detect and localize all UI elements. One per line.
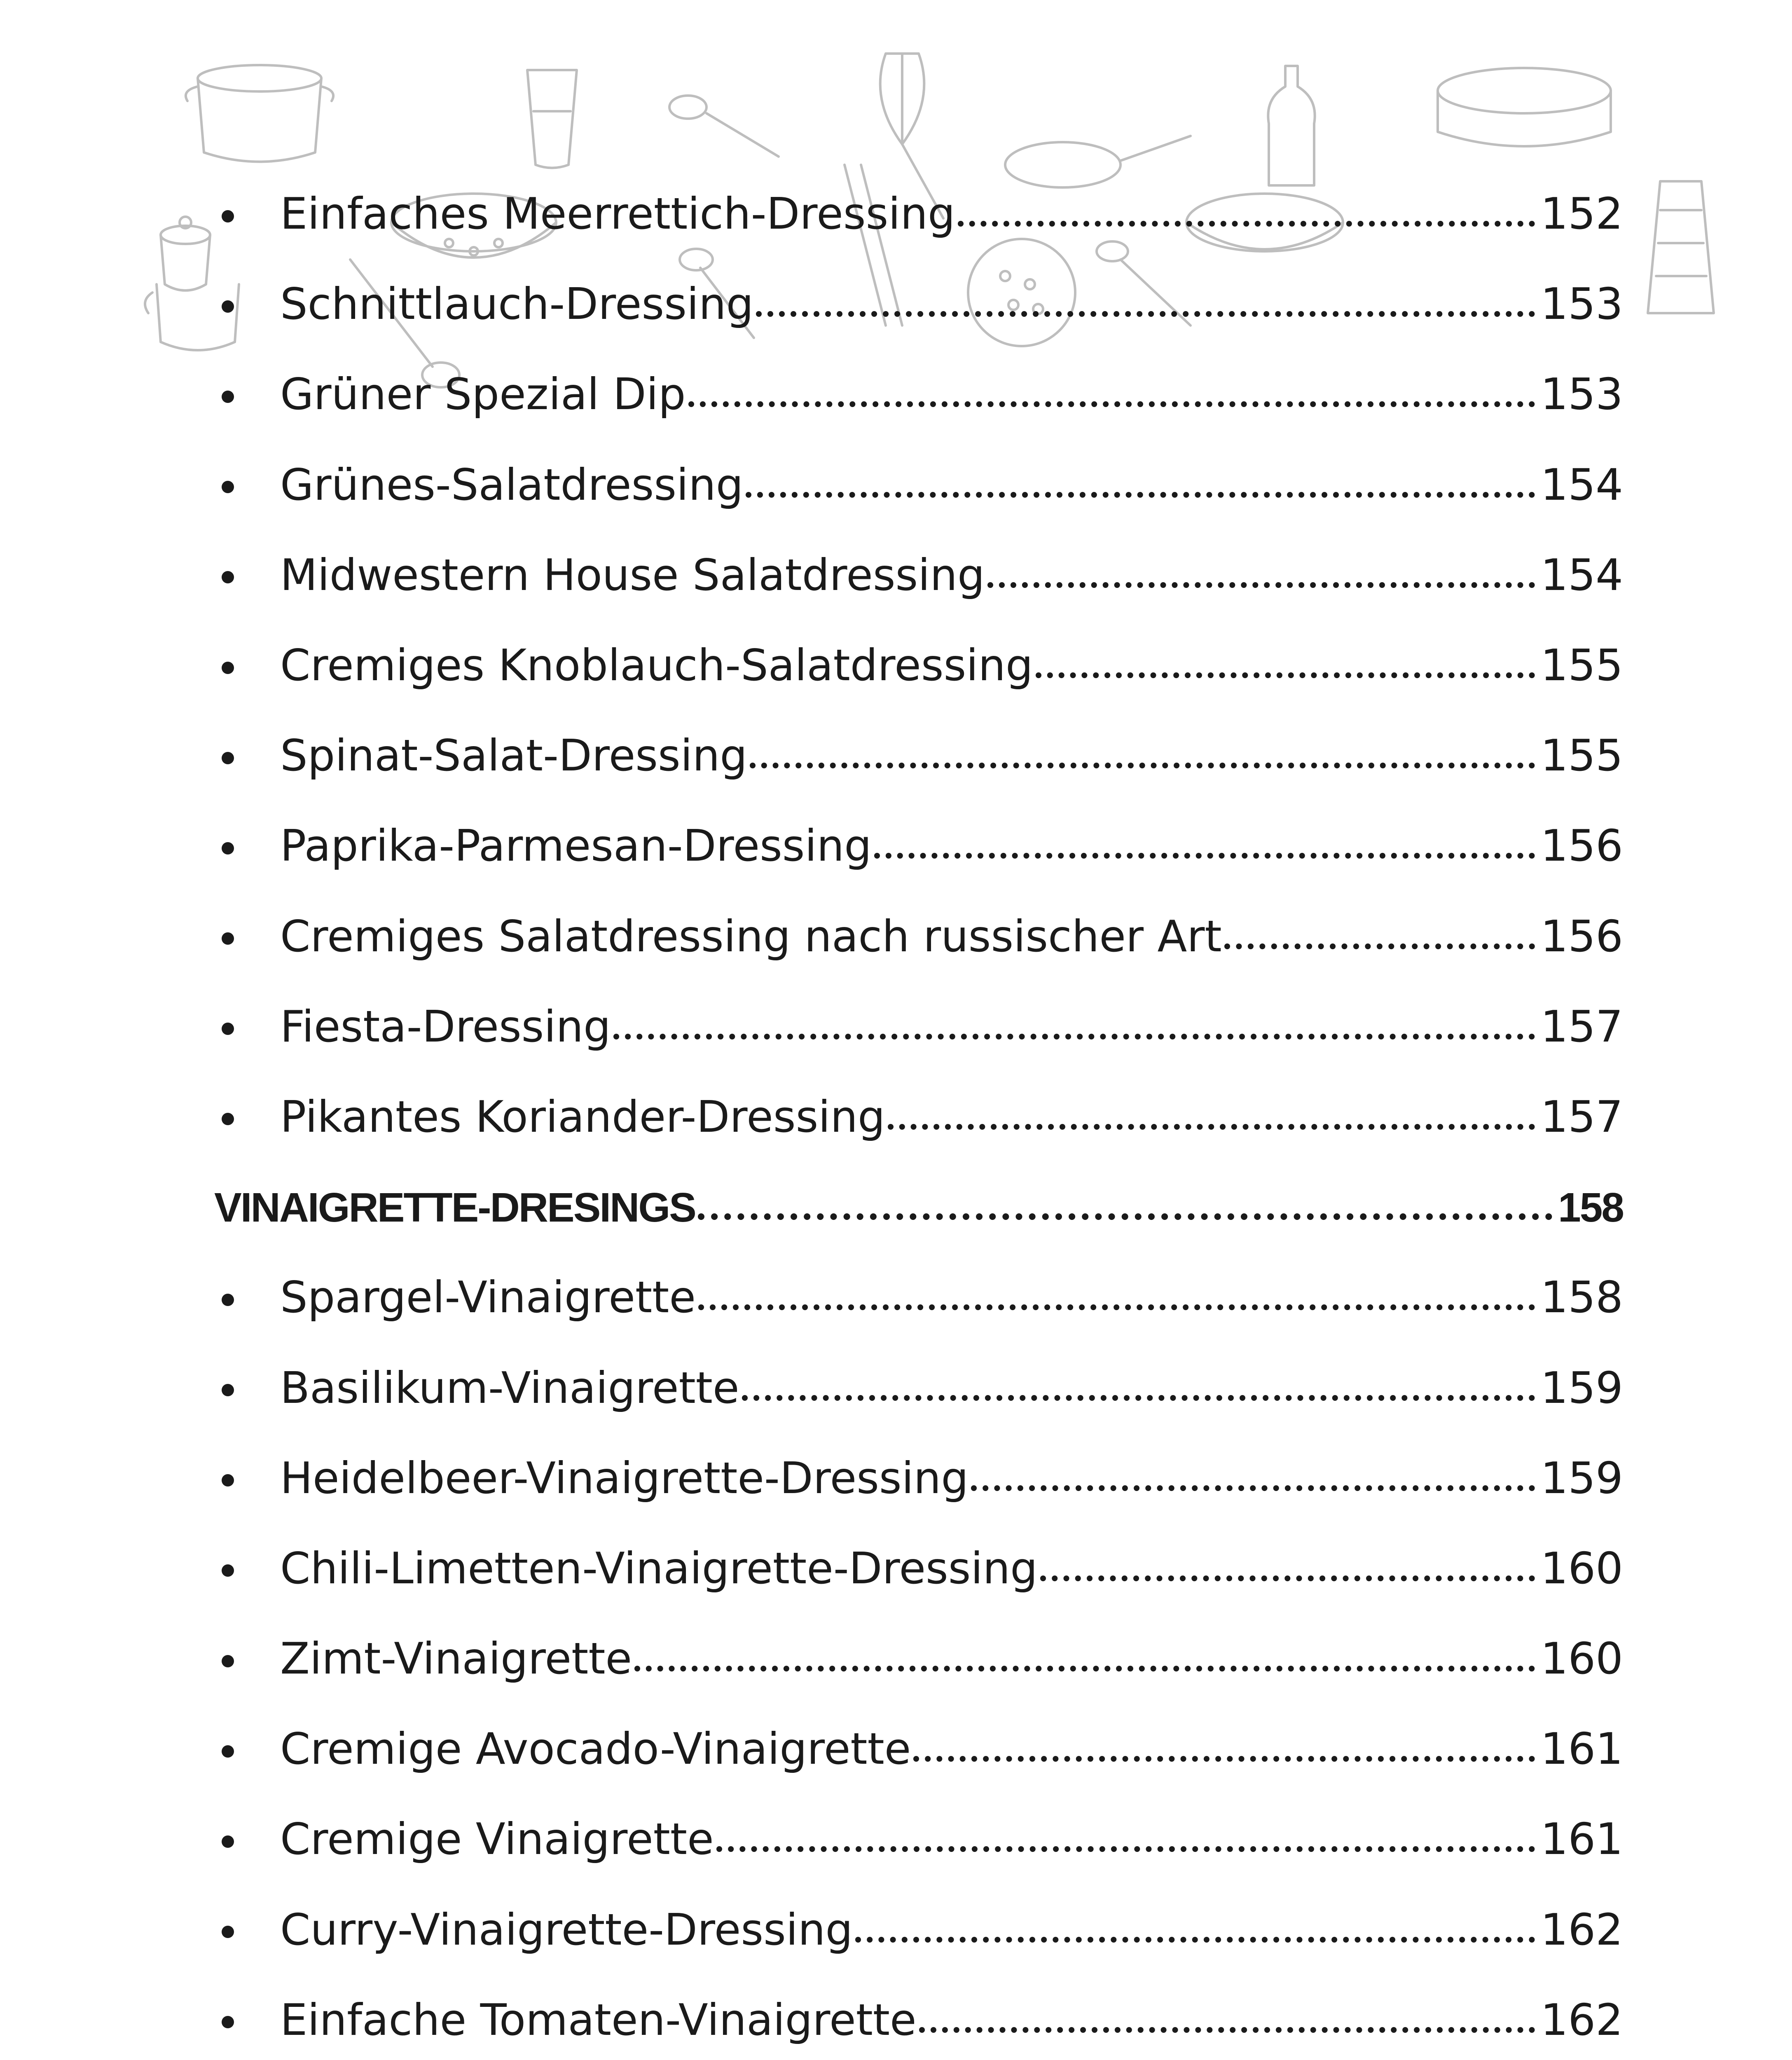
bullet-icon [222, 1294, 234, 1306]
entry-title: Fiesta-Dressing [280, 1001, 611, 1052]
toc-entry[interactable] [214, 1704, 1623, 1794]
entry-title: Cremige Vinaigrette [280, 1814, 714, 1865]
entry-title: Einfaches Meerrettich-Dressing [280, 189, 955, 239]
cake-tin-icon [1438, 68, 1611, 146]
dot-leader [874, 824, 1535, 868]
dot-leader [746, 464, 1535, 507]
entry-page-number: 157 [1540, 1001, 1623, 1052]
bullet-icon [222, 1835, 234, 1848]
entry-title: Curry-Vinaigrette-Dressing [280, 1904, 853, 1955]
entry-title: Cremiges Knoblauch-Salatdressing [280, 640, 1033, 691]
entry-page-number: 156 [1540, 911, 1623, 962]
dot-leader [756, 283, 1535, 326]
entry-title: Einfache Tomaten-Vinaigrette [280, 1994, 917, 2045]
toc-entry[interactable] [214, 530, 1623, 620]
toc-entry[interactable] [214, 440, 1623, 530]
dot-leader [888, 1096, 1535, 1139]
dot-leader [987, 554, 1535, 597]
toc-entry[interactable] [214, 1343, 1623, 1433]
pot-icon [186, 65, 333, 162]
bullet-icon [222, 1926, 234, 1938]
dot-leader [716, 1818, 1535, 1861]
grater-icon [1648, 181, 1714, 313]
entry-title: Grüner Spezial Dip [280, 369, 686, 420]
bullet-icon [222, 752, 234, 764]
dot-leader [958, 192, 1535, 236]
dot-leader [688, 373, 1535, 416]
entry-page-number: 158 [1540, 1272, 1623, 1323]
dot-leader [913, 1728, 1535, 1771]
dot-leader [634, 1637, 1535, 1681]
toc-entry[interactable] [214, 1794, 1623, 1884]
entry-page-number: 161 [1540, 1724, 1623, 1774]
bullet-icon [222, 391, 234, 403]
bullet-icon [222, 1023, 234, 1035]
toc-entry[interactable] [214, 1614, 1623, 1704]
bullet-icon [222, 1474, 234, 1486]
entry-page-number: 159 [1540, 1362, 1623, 1413]
entry-page-number: 153 [1540, 279, 1623, 330]
dot-leader [919, 1999, 1535, 2042]
section-page-number: 158 [1558, 1184, 1623, 1231]
entry-title: Chili-Limetten-Vinaigrette-Dressing [280, 1543, 1038, 1594]
toc-entry[interactable] [214, 1975, 1623, 2060]
entry-page-number: 160 [1540, 1634, 1623, 1684]
toc-entry[interactable] [214, 1433, 1623, 1524]
entry-page-number: 156 [1540, 821, 1623, 871]
section-title: VINAIGRETTE-DRESINGS [214, 1184, 695, 1231]
toc-section-heading[interactable] [214, 1162, 1623, 1252]
spoon-icon [669, 96, 779, 157]
dot-leader [613, 1005, 1535, 1049]
dot-leader [855, 1908, 1535, 1952]
entry-title: Heidelbeer-Vinaigrette-Dressing [280, 1453, 969, 1503]
bullet-icon [222, 1655, 234, 1667]
entry-page-number: 162 [1540, 1904, 1623, 1955]
entry-page-number: 155 [1540, 640, 1623, 691]
entry-title: Midwestern House Salatdressing [280, 550, 985, 600]
toc-entry[interactable] [214, 259, 1623, 349]
toc-entry[interactable] [214, 892, 1623, 982]
entry-title: Spargel-Vinaigrette [280, 1272, 696, 1323]
entry-page-number: 155 [1540, 730, 1623, 781]
toc-list-vinaigrettes [214, 1252, 1623, 2060]
bottle-icon [1268, 66, 1315, 185]
entry-title: Schnittlauch-Dressing [280, 279, 754, 330]
entry-page-number: 161 [1540, 1814, 1623, 1865]
entry-title: Zimt-Vinaigrette [280, 1634, 632, 1684]
bullet-icon [222, 210, 234, 222]
entry-title: Cremige Avocado-Vinaigrette [280, 1724, 911, 1774]
toc-entry[interactable] [214, 169, 1623, 259]
entry-title: Basilikum-Vinaigrette [280, 1362, 739, 1413]
entry-title: Cremiges Salatdressing nach russischer Art [280, 911, 1222, 962]
dot-leader [698, 1276, 1535, 1319]
bullet-icon [222, 300, 234, 313]
entry-title: Paprika-Parmesan-Dressing [280, 821, 872, 871]
bullet-icon [222, 842, 234, 854]
entry-title: Pikantes Koriander-Dressing [280, 1091, 885, 1142]
bullet-icon [222, 662, 234, 674]
dot-leader [971, 1457, 1535, 1500]
table-of-contents [214, 169, 1623, 2060]
entry-page-number: 157 [1540, 1091, 1623, 1142]
bullet-icon [222, 932, 234, 945]
entry-page-number: 153 [1540, 369, 1623, 420]
bullet-icon [222, 1564, 234, 1577]
bullet-icon [222, 1745, 234, 1758]
bullet-icon [222, 2016, 234, 2028]
toc-list-dressings [214, 169, 1623, 1162]
toc-entry[interactable] [214, 982, 1623, 1072]
entry-title: Spinat-Salat-Dressing [280, 730, 748, 781]
dot-leader [750, 734, 1535, 777]
toc-entry[interactable] [214, 711, 1623, 801]
toc-entry[interactable] [214, 1252, 1623, 1343]
entry-page-number: 154 [1540, 459, 1623, 510]
entry-page-number: 160 [1540, 1543, 1623, 1594]
entry-page-number: 152 [1540, 189, 1623, 239]
dot-leader [698, 1186, 1552, 1229]
toc-entry[interactable] [214, 620, 1623, 711]
bullet-icon [222, 571, 234, 583]
toc-entry[interactable] [214, 349, 1623, 440]
entry-page-number: 154 [1540, 550, 1623, 600]
toc-entry[interactable] [214, 1885, 1623, 1975]
entry-page-number: 162 [1540, 1994, 1623, 2045]
dot-leader [1224, 915, 1535, 958]
dot-leader [742, 1367, 1535, 1410]
bullet-icon [222, 1384, 234, 1396]
toc-entry[interactable] [214, 1072, 1623, 1162]
dot-leader [1036, 644, 1535, 687]
glass-icon [527, 70, 577, 168]
bullet-icon [222, 481, 234, 493]
bullet-icon [222, 1113, 234, 1125]
entry-title: Grünes-Salatdressing [280, 459, 744, 510]
dot-leader [1040, 1547, 1535, 1590]
pot-icon [161, 217, 210, 290]
entry-page-number: 159 [1540, 1453, 1623, 1503]
toc-entry[interactable] [214, 1524, 1623, 1614]
toc-entry[interactable] [214, 801, 1623, 891]
